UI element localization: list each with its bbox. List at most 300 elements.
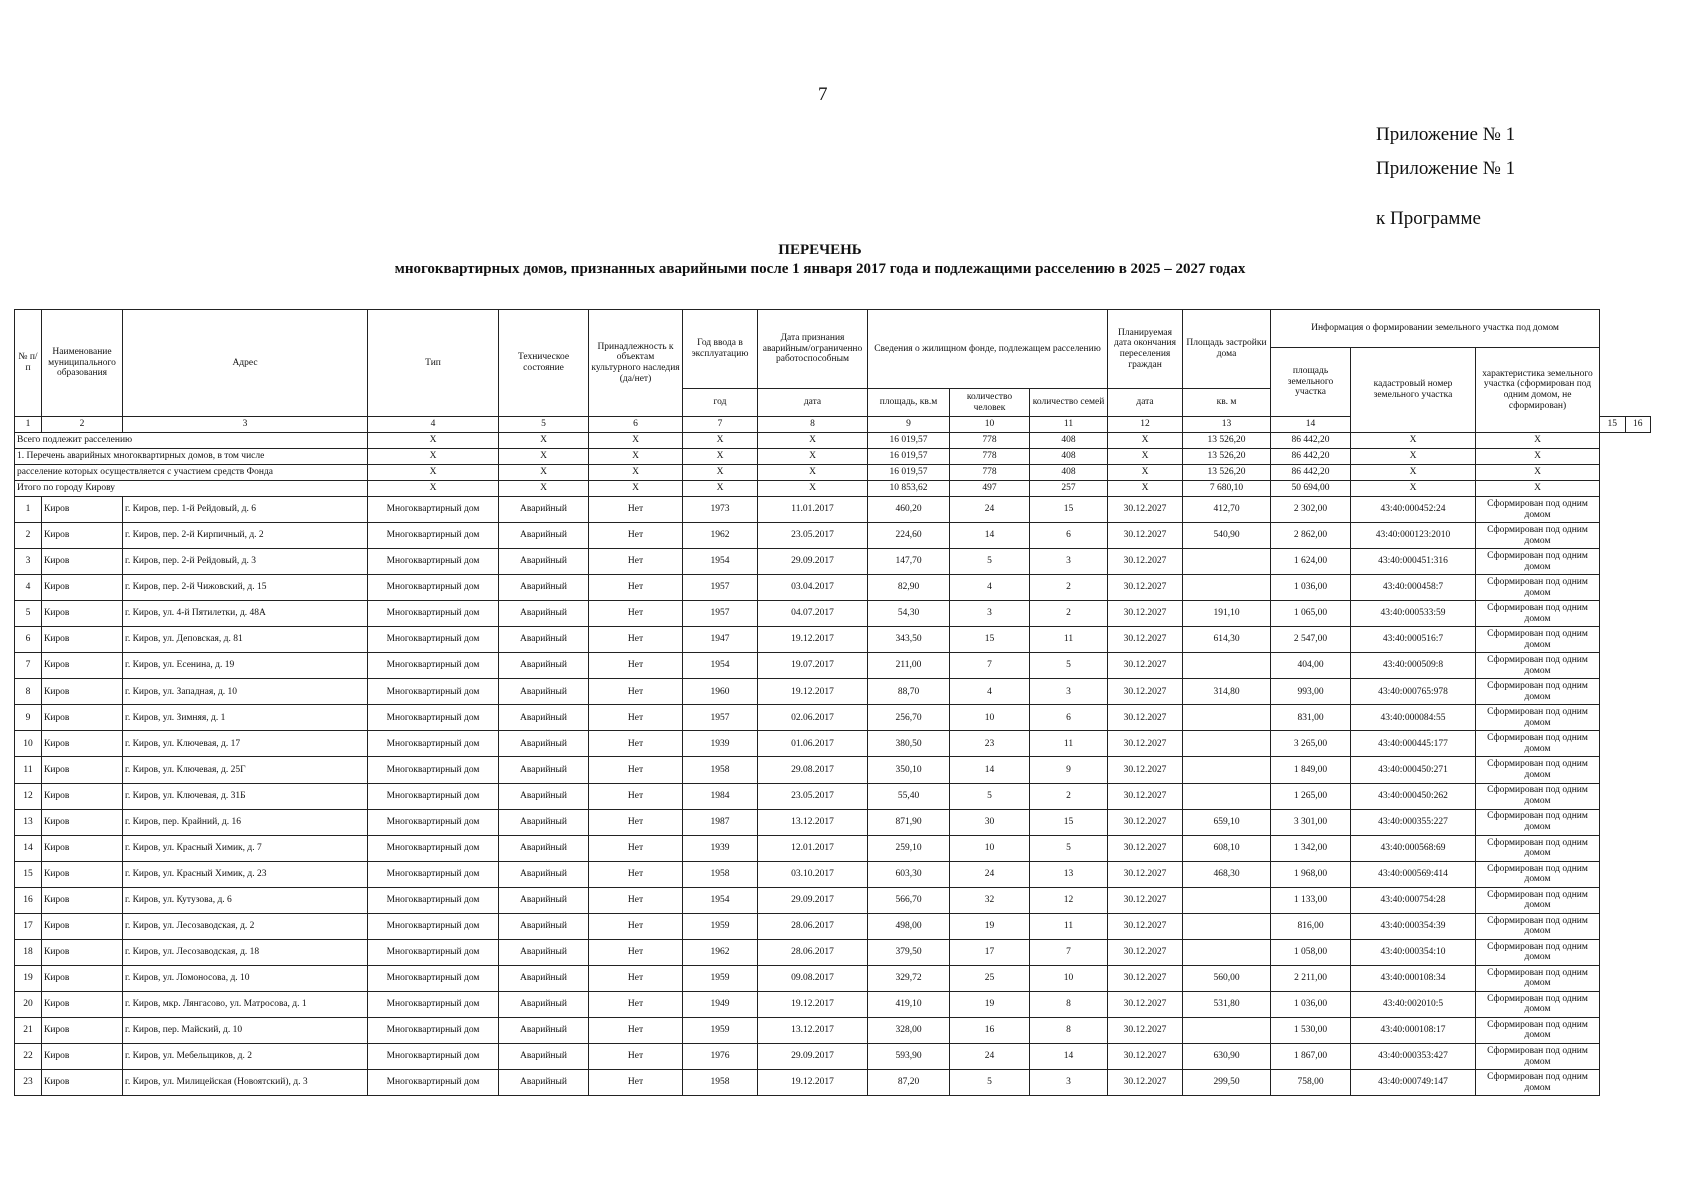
summary-cell: X bbox=[499, 465, 589, 481]
table-cell: 30.12.2027 bbox=[1108, 653, 1183, 679]
table-cell: 14 bbox=[1030, 1043, 1108, 1069]
table-cell: 30.12.2027 bbox=[1108, 627, 1183, 653]
table-cell: Многоквартирный дом bbox=[368, 783, 499, 809]
table-row bbox=[15, 601, 1651, 627]
table-cell: 224,60 bbox=[868, 523, 950, 549]
table-cell: Киров bbox=[42, 705, 123, 731]
table-cell: 23 bbox=[950, 731, 1030, 757]
table-cell: 16 bbox=[950, 1017, 1030, 1043]
table-cell: 5 bbox=[950, 549, 1030, 575]
table-cell: г. Киров, ул. Зимняя, д. 1 bbox=[123, 705, 368, 731]
table-cell: Аварийный bbox=[499, 783, 589, 809]
table-cell: 259,10 bbox=[868, 835, 950, 861]
table-cell: 11 bbox=[1030, 731, 1108, 757]
table-cell: 1976 bbox=[683, 1043, 758, 1069]
table-cell: Сформирован под одним домом bbox=[1476, 991, 1600, 1017]
page-number: 7 bbox=[818, 84, 828, 105]
summary-cell: X bbox=[589, 465, 683, 481]
table-cell: 43:40:000353:427 bbox=[1351, 1043, 1476, 1069]
header-kvm: кв. м bbox=[1183, 389, 1271, 417]
table-cell: 30.12.2027 bbox=[1108, 731, 1183, 757]
table-cell: Сформирован под одним домом bbox=[1476, 575, 1600, 601]
table-row bbox=[15, 731, 1651, 757]
table-cell: 43:40:000450:271 bbox=[1351, 757, 1476, 783]
table-cell: 30.12.2027 bbox=[1108, 549, 1183, 575]
table-cell: 12.01.2017 bbox=[758, 835, 868, 861]
table-cell: 566,70 bbox=[868, 887, 950, 913]
table-cell: Киров bbox=[42, 887, 123, 913]
table-cell: Киров bbox=[42, 1070, 123, 1096]
table-cell: 30.12.2027 bbox=[1108, 991, 1183, 1017]
table-cell: 8 bbox=[1030, 991, 1108, 1017]
table-cell: 19 bbox=[950, 991, 1030, 1017]
table-cell: Нет bbox=[589, 757, 683, 783]
table-cell: Киров bbox=[42, 731, 123, 757]
table-cell: 1 133,00 bbox=[1271, 887, 1351, 913]
table-cell: 24 bbox=[950, 861, 1030, 887]
summary-cell: 778 bbox=[950, 465, 1030, 481]
table-cell: Нет bbox=[589, 991, 683, 1017]
table-cell: 04.07.2017 bbox=[758, 601, 868, 627]
table-cell: 19.12.2017 bbox=[758, 627, 868, 653]
summary-cell: X bbox=[1108, 465, 1183, 481]
table-cell: Аварийный bbox=[499, 1017, 589, 1043]
table-cell: 1954 bbox=[683, 549, 758, 575]
header-year-input: Год ввода в эксплуатацию bbox=[683, 310, 758, 389]
table-cell: 25 bbox=[950, 965, 1030, 991]
table-cell: 30.12.2027 bbox=[1108, 861, 1183, 887]
table-cell: 30.12.2027 bbox=[1108, 835, 1183, 861]
table-cell: 7 bbox=[950, 653, 1030, 679]
table-cell: Сформирован под одним домом bbox=[1476, 549, 1600, 575]
table-cell: Киров bbox=[42, 913, 123, 939]
table-cell: 2 bbox=[1030, 575, 1108, 601]
table-cell: Многоквартирный дом bbox=[368, 627, 499, 653]
summary-cell: X bbox=[1351, 465, 1476, 481]
table-cell: г. Киров, ул. Ключевая, д. 17 bbox=[123, 731, 368, 757]
table-cell: 6 bbox=[15, 627, 42, 653]
summary-cell: 13 526,20 bbox=[1183, 449, 1271, 465]
table-cell: Аварийный bbox=[499, 1043, 589, 1069]
table-cell: Сформирован под одним домом bbox=[1476, 601, 1600, 627]
table-cell: Сформирован под одним домом bbox=[1476, 523, 1600, 549]
table-cell: 191,10 bbox=[1183, 601, 1271, 627]
table-cell: 43:40:000084:55 bbox=[1351, 705, 1476, 731]
table-cell: 1 036,00 bbox=[1271, 575, 1351, 601]
table-cell: 1958 bbox=[683, 757, 758, 783]
table-row bbox=[15, 523, 1651, 549]
table-cell: 15 bbox=[15, 861, 42, 887]
table-cell: 7 bbox=[1030, 939, 1108, 965]
table-cell: 43:40:000509:8 bbox=[1351, 653, 1476, 679]
table-cell: г. Киров, ул. Ключевая, д. 31Б bbox=[123, 783, 368, 809]
table-cell: 28.06.2017 bbox=[758, 939, 868, 965]
table-cell: г. Киров, ул. Ключевая, д. 25Г bbox=[123, 757, 368, 783]
table-cell: 6 bbox=[1030, 705, 1108, 731]
table-cell: 2 bbox=[1030, 783, 1108, 809]
header-land-area: площадь земельного участка bbox=[1271, 348, 1351, 417]
table-cell: 1 342,00 bbox=[1271, 835, 1351, 861]
table-cell: Многоквартирный дом bbox=[368, 1017, 499, 1043]
table-cell: г. Киров, мкр. Лянгасово, ул. Матросова, д. 1 bbox=[123, 991, 368, 1017]
table-cell: 3 bbox=[1030, 549, 1108, 575]
summary-cell: X bbox=[683, 465, 758, 481]
table-cell: Многоквартирный дом bbox=[368, 575, 499, 601]
table-cell: Аварийный bbox=[499, 653, 589, 679]
table-cell: 871,90 bbox=[868, 809, 950, 835]
header-land-char: характеристика земельного участка (сформирован под одним домом, не сформирован) bbox=[1476, 348, 1600, 433]
table-cell: 43:40:000516:7 bbox=[1351, 627, 1476, 653]
table-cell: Сформирован под одним домом bbox=[1476, 497, 1600, 523]
table-cell: 12 bbox=[15, 783, 42, 809]
header-condition: Техническое состояние bbox=[499, 310, 589, 417]
table-cell: 43:40:000569:414 bbox=[1351, 861, 1476, 887]
table-row bbox=[15, 627, 1651, 653]
table-cell: Многоквартирный дом bbox=[368, 679, 499, 705]
table-cell: 5 bbox=[1030, 653, 1108, 679]
table-row bbox=[15, 965, 1651, 991]
table-cell: 1 265,00 bbox=[1271, 783, 1351, 809]
table-cell: Нет bbox=[589, 549, 683, 575]
table-cell: Сформирован под одним домом bbox=[1476, 809, 1600, 835]
table-cell: Многоквартирный дом bbox=[368, 939, 499, 965]
table-cell: г. Киров, ул. Кутузова, д. 6 bbox=[123, 887, 368, 913]
summary-cell: X bbox=[368, 481, 499, 497]
table-cell: Аварийный bbox=[499, 913, 589, 939]
table-cell: 43:40:000450:262 bbox=[1351, 783, 1476, 809]
table-cell: 8 bbox=[15, 679, 42, 705]
table-row bbox=[15, 939, 1651, 965]
summary-cell: X bbox=[758, 449, 868, 465]
col-num: 6 bbox=[589, 417, 683, 433]
summary-label: 1. Перечень аварийных многоквартирных домов, в том числе bbox=[15, 449, 368, 465]
table-cell: 43:40:000749:147 bbox=[1351, 1070, 1476, 1096]
summary-cell: X bbox=[368, 465, 499, 481]
table-cell: 14 bbox=[950, 523, 1030, 549]
col-num: 13 bbox=[1183, 417, 1271, 433]
table-cell: Киров bbox=[42, 965, 123, 991]
table-cell: Нет bbox=[589, 679, 683, 705]
table-cell: 1959 bbox=[683, 965, 758, 991]
table-cell: Нет bbox=[589, 497, 683, 523]
summary-row bbox=[15, 449, 1651, 465]
summary-cell: X bbox=[1476, 481, 1600, 497]
table-cell: Сформирован под одним домом bbox=[1476, 861, 1600, 887]
table-cell: 1 968,00 bbox=[1271, 861, 1351, 887]
table-cell: 1962 bbox=[683, 523, 758, 549]
table-cell: Многоквартирный дом bbox=[368, 523, 499, 549]
table-cell: 22 bbox=[15, 1043, 42, 1069]
table-cell: 758,00 bbox=[1271, 1070, 1351, 1096]
table-cell: 6 bbox=[1030, 523, 1108, 549]
table-cell: Киров bbox=[42, 575, 123, 601]
table-cell bbox=[1183, 575, 1271, 601]
table-cell: 630,90 bbox=[1183, 1043, 1271, 1069]
table-cell: 8 bbox=[1030, 1017, 1108, 1043]
table-cell: 1 036,00 bbox=[1271, 991, 1351, 1017]
table-cell: г. Киров, ул. Милицейская (Новоятский), д. 3 bbox=[123, 1070, 368, 1096]
table-cell: г. Киров, ул. Мебельщиков, д. 2 bbox=[123, 1043, 368, 1069]
table-cell: 30.12.2027 bbox=[1108, 523, 1183, 549]
table-cell: г. Киров, ул. Лесозаводская, д. 18 bbox=[123, 939, 368, 965]
table-cell: 1 058,00 bbox=[1271, 939, 1351, 965]
table-row bbox=[15, 887, 1651, 913]
table-cell: 9 bbox=[1030, 757, 1108, 783]
table-cell: Нет bbox=[589, 653, 683, 679]
table-cell: г. Киров, ул. Красный Химик, д. 7 bbox=[123, 835, 368, 861]
table-cell bbox=[1183, 549, 1271, 575]
table-cell: 30.12.2027 bbox=[1108, 757, 1183, 783]
summary-cell: X bbox=[683, 449, 758, 465]
table-cell: Многоквартирный дом bbox=[368, 835, 499, 861]
table-row bbox=[15, 1070, 1651, 1096]
table-cell: 1954 bbox=[683, 653, 758, 679]
table-cell: Многоквартирный дом bbox=[368, 653, 499, 679]
table-cell: Многоквартирный дом bbox=[368, 809, 499, 835]
summary-row bbox=[15, 465, 1651, 481]
table-cell: Аварийный bbox=[499, 965, 589, 991]
table-cell: 2 bbox=[15, 523, 42, 549]
table-cell: Нет bbox=[589, 783, 683, 809]
table-cell: 30.12.2027 bbox=[1108, 965, 1183, 991]
table-cell: Многоквартирный дом bbox=[368, 991, 499, 1017]
col-num: 1 bbox=[15, 417, 42, 433]
table-cell: Нет bbox=[589, 601, 683, 627]
table-cell: 1973 bbox=[683, 497, 758, 523]
header-date2: дата bbox=[1108, 389, 1183, 417]
summary-cell: 86 442,20 bbox=[1271, 449, 1351, 465]
housing-table bbox=[14, 309, 1651, 1096]
table-cell: 10 bbox=[1030, 965, 1108, 991]
table-cell: 343,50 bbox=[868, 627, 950, 653]
table-cell: Многоквартирный дом bbox=[368, 497, 499, 523]
table-cell: 2 302,00 bbox=[1271, 497, 1351, 523]
table-cell: г. Киров, пер. 2-й Рейдовый, д. 3 bbox=[123, 549, 368, 575]
table-cell: 14 bbox=[15, 835, 42, 861]
table-cell: Нет bbox=[589, 809, 683, 835]
table-cell bbox=[1183, 913, 1271, 939]
summary-cell: 257 bbox=[1030, 481, 1108, 497]
summary-cell: X bbox=[368, 449, 499, 465]
table-cell: 2 bbox=[1030, 601, 1108, 627]
table-cell: Киров bbox=[42, 601, 123, 627]
table-cell: 816,00 bbox=[1271, 913, 1351, 939]
table-cell: 43:40:000354:10 bbox=[1351, 939, 1476, 965]
header-num: № п/п bbox=[15, 310, 42, 417]
summary-cell: 497 bbox=[950, 481, 1030, 497]
table-cell: 43:40:000754:28 bbox=[1351, 887, 1476, 913]
table-cell: 299,50 bbox=[1183, 1070, 1271, 1096]
table-row bbox=[15, 653, 1651, 679]
table-cell: 15 bbox=[950, 627, 1030, 653]
table-cell: 1 867,00 bbox=[1271, 1043, 1351, 1069]
table-cell: Сформирован под одним домом bbox=[1476, 705, 1600, 731]
table-row bbox=[15, 757, 1651, 783]
table-cell: 13.12.2017 bbox=[758, 1017, 868, 1043]
summary-cell: 408 bbox=[1030, 449, 1108, 465]
table-cell: Многоквартирный дом bbox=[368, 1043, 499, 1069]
table-row bbox=[15, 1017, 1651, 1043]
summary-row bbox=[15, 433, 1651, 449]
summary-cell: X bbox=[589, 449, 683, 465]
table-cell: 5 bbox=[950, 783, 1030, 809]
table-cell: г. Киров, пер. Крайний, д. 16 bbox=[123, 809, 368, 835]
table-cell: 380,50 bbox=[868, 731, 950, 757]
table-cell: 1957 bbox=[683, 601, 758, 627]
table-cell: 460,20 bbox=[868, 497, 950, 523]
table-cell: 43:40:000533:59 bbox=[1351, 601, 1476, 627]
col-num: 4 bbox=[368, 417, 499, 433]
table-cell: 23.05.2017 bbox=[758, 783, 868, 809]
table-row bbox=[15, 861, 1651, 887]
table-cell: Аварийный bbox=[499, 939, 589, 965]
table-cell: 1984 bbox=[683, 783, 758, 809]
table-row bbox=[15, 679, 1651, 705]
table-cell: 1949 bbox=[683, 991, 758, 1017]
table-row bbox=[15, 549, 1651, 575]
table-cell: Сформирован под одним домом bbox=[1476, 1043, 1600, 1069]
table-cell: Многоквартирный дом bbox=[368, 549, 499, 575]
summary-cell: 10 853,62 bbox=[868, 481, 950, 497]
table-row bbox=[15, 1043, 1651, 1069]
table-cell: 13 bbox=[1030, 861, 1108, 887]
table-cell: 43:40:000108:34 bbox=[1351, 965, 1476, 991]
table-cell: 614,30 bbox=[1183, 627, 1271, 653]
table-row bbox=[15, 575, 1651, 601]
table-cell: Аварийный bbox=[499, 523, 589, 549]
table-cell: г. Киров, пер. Майский, д. 10 bbox=[123, 1017, 368, 1043]
table-cell: 24 bbox=[950, 1043, 1030, 1069]
table-cell: 01.06.2017 bbox=[758, 731, 868, 757]
summary-cell: X bbox=[499, 449, 589, 465]
table-cell: 13 bbox=[15, 809, 42, 835]
col-num: 9 bbox=[868, 417, 950, 433]
table-cell: 30.12.2027 bbox=[1108, 601, 1183, 627]
table-cell: Киров bbox=[42, 679, 123, 705]
table-cell: 2 211,00 bbox=[1271, 965, 1351, 991]
table-cell: Сформирован под одним домом bbox=[1476, 835, 1600, 861]
col-num: 11 bbox=[1030, 417, 1108, 433]
table-cell: 468,30 bbox=[1183, 861, 1271, 887]
table-cell: Нет bbox=[589, 1070, 683, 1096]
table-cell: 1947 bbox=[683, 627, 758, 653]
table-cell: 3 bbox=[950, 601, 1030, 627]
table-cell: 1960 bbox=[683, 679, 758, 705]
summary-cell: X bbox=[1108, 449, 1183, 465]
table-cell: 43:40:000452:24 bbox=[1351, 497, 1476, 523]
appendix-line-1: Приложение № 1 bbox=[1376, 124, 1516, 145]
table-cell: 23.05.2017 bbox=[758, 523, 868, 549]
table-cell bbox=[1183, 939, 1271, 965]
table-cell: 19 bbox=[15, 965, 42, 991]
table-cell: Киров bbox=[42, 861, 123, 887]
table-cell: г. Киров, пер. 1-й Рейдовый, д. 6 bbox=[123, 497, 368, 523]
header-families: количество семей bbox=[1030, 389, 1108, 417]
table-cell: 32 bbox=[950, 887, 1030, 913]
header-cadastral: кадастровый номер земельного участка bbox=[1351, 348, 1476, 433]
table-cell: Многоквартирный дом bbox=[368, 705, 499, 731]
col-num: 7 bbox=[683, 417, 758, 433]
summary-cell: 7 680,10 bbox=[1183, 481, 1271, 497]
summary-cell: X bbox=[1108, 433, 1183, 449]
table-cell: 1957 bbox=[683, 705, 758, 731]
table-cell: Сформирован под одним домом bbox=[1476, 653, 1600, 679]
table-cell: 54,30 bbox=[868, 601, 950, 627]
table-cell: 19 bbox=[950, 913, 1030, 939]
table-cell: 329,72 bbox=[868, 965, 950, 991]
table-cell: Сформирован под одним домом bbox=[1476, 1017, 1600, 1043]
table-row bbox=[15, 809, 1651, 835]
summary-cell: X bbox=[1108, 481, 1183, 497]
summary-cell: X bbox=[758, 465, 868, 481]
table-cell: 30.12.2027 bbox=[1108, 809, 1183, 835]
appendix-line-3: к Программе bbox=[1376, 208, 1481, 229]
summary-label: Всего подлежит расселению bbox=[15, 433, 368, 449]
table-cell: 24 bbox=[950, 497, 1030, 523]
table-cell: 3 bbox=[1030, 679, 1108, 705]
table-cell: 29.09.2017 bbox=[758, 1043, 868, 1069]
table-cell: Нет bbox=[589, 887, 683, 913]
table-cell: 1958 bbox=[683, 861, 758, 887]
table-cell: 2 862,00 bbox=[1271, 523, 1351, 549]
table-cell: Киров bbox=[42, 549, 123, 575]
summary-cell: 778 bbox=[950, 433, 1030, 449]
table-cell: 43:40:000458:7 bbox=[1351, 575, 1476, 601]
table-cell: 659,10 bbox=[1183, 809, 1271, 835]
table-cell: Аварийный bbox=[499, 861, 589, 887]
table-cell: 17 bbox=[15, 913, 42, 939]
table-cell: 1987 bbox=[683, 809, 758, 835]
table-cell: Киров bbox=[42, 1017, 123, 1043]
summary-cell: X bbox=[683, 481, 758, 497]
table-cell: 30.12.2027 bbox=[1108, 939, 1183, 965]
table-cell: 531,80 bbox=[1183, 991, 1271, 1017]
summary-cell: X bbox=[589, 433, 683, 449]
table-cell: 43:40:000355:227 bbox=[1351, 809, 1476, 835]
table-row bbox=[15, 835, 1651, 861]
table-cell bbox=[1183, 783, 1271, 809]
header-address: Адрес bbox=[123, 310, 368, 417]
header-housing-info: Сведения о жилищном фонде, подлежащем расселению bbox=[868, 310, 1108, 389]
table-cell: 16 bbox=[15, 887, 42, 913]
table-row bbox=[15, 705, 1651, 731]
table-cell: Нет bbox=[589, 835, 683, 861]
table-cell: 15 bbox=[1030, 809, 1108, 835]
table-cell: 4 bbox=[950, 679, 1030, 705]
table-cell bbox=[1183, 731, 1271, 757]
header-year: год bbox=[683, 389, 758, 417]
table-cell: Сформирован под одним домом bbox=[1476, 783, 1600, 809]
summary-cell: X bbox=[589, 481, 683, 497]
table-cell: 404,00 bbox=[1271, 653, 1351, 679]
table-cell: 1958 bbox=[683, 1070, 758, 1096]
col-num: 15 bbox=[1600, 417, 1625, 433]
table-cell: 1 065,00 bbox=[1271, 601, 1351, 627]
table-cell: 5 bbox=[950, 1070, 1030, 1096]
table-cell: 09.08.2017 bbox=[758, 965, 868, 991]
summary-cell: X bbox=[499, 481, 589, 497]
summary-cell: 16 019,57 bbox=[868, 449, 950, 465]
table-cell: Многоквартирный дом bbox=[368, 861, 499, 887]
table-cell: Нет bbox=[589, 965, 683, 991]
table-cell: Многоквартирный дом bbox=[368, 757, 499, 783]
table-cell: 11 bbox=[15, 757, 42, 783]
table-cell: 30 bbox=[950, 809, 1030, 835]
table-cell: Аварийный bbox=[499, 991, 589, 1017]
table-cell: Сформирован под одним домом bbox=[1476, 887, 1600, 913]
table-cell: Нет bbox=[589, 1017, 683, 1043]
table-cell: 11 bbox=[1030, 913, 1108, 939]
